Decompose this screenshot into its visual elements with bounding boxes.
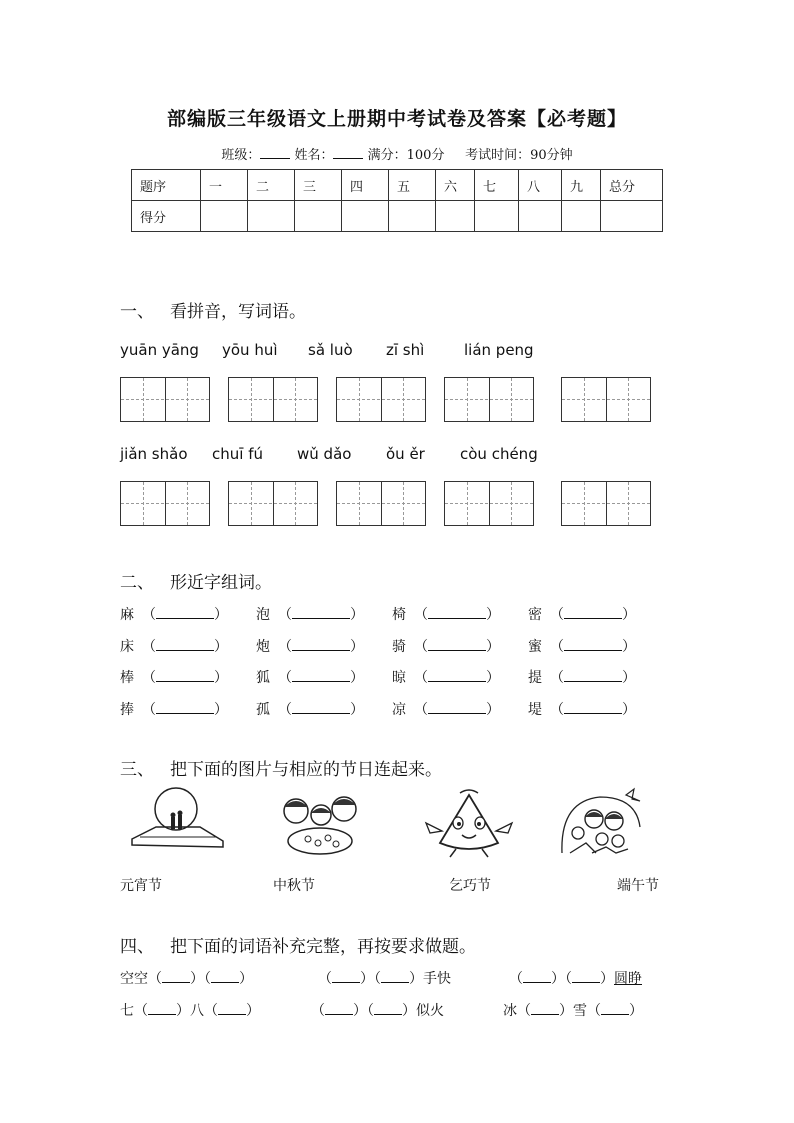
pinyin: yōu huì (222, 341, 278, 359)
word-item (120, 667, 228, 687)
moon-viewing-icon[interactable] (128, 787, 226, 855)
close-paren: ） (486, 639, 500, 655)
open-paren: （ (278, 639, 292, 655)
open-paren: （ (278, 607, 292, 623)
character: 晾 (392, 670, 406, 686)
open-paren: （ (550, 670, 564, 686)
festival-label[interactable]: 乞巧节 (449, 878, 491, 894)
name-blank[interactable] (333, 146, 363, 159)
close-paren: ） (486, 607, 500, 623)
close-paren: ） (350, 607, 364, 623)
pinyin: còu chéng (460, 445, 538, 463)
answer-blank[interactable] (292, 607, 350, 619)
writing-box[interactable] (561, 481, 651, 526)
idiom-text: 雪 (573, 1003, 587, 1019)
answer-blank[interactable] (156, 607, 214, 619)
word-item (120, 604, 228, 624)
word-item (120, 699, 228, 719)
writing-box[interactable] (444, 481, 534, 526)
answer-blank[interactable] (156, 670, 214, 682)
close-paren: ） (350, 702, 364, 718)
festival-label[interactable]: 端午节 (617, 878, 659, 894)
score-cell[interactable] (342, 201, 389, 232)
word-item (528, 636, 636, 656)
family-gathering-icon[interactable] (556, 787, 646, 859)
open-paren: （ (142, 702, 156, 718)
character: 捧 (120, 702, 134, 718)
idiom-item: 冰（ ）雪（ ） (503, 1003, 643, 1019)
zongzi-icon[interactable] (420, 787, 518, 859)
character: 狐 (256, 670, 270, 686)
close-paren: ） (214, 607, 228, 623)
table-cell: 总分 (601, 170, 663, 201)
score-cell[interactable] (389, 201, 436, 232)
table-cell: 八 (519, 170, 562, 201)
exam-info (0, 144, 794, 163)
close-paren: ） (622, 639, 636, 655)
open-paren: （ (414, 670, 428, 686)
table-cell: 三 (295, 170, 342, 201)
table-cell: 七 (475, 170, 519, 201)
section-number: 一、 (120, 302, 154, 322)
score-cell[interactable] (248, 201, 295, 232)
close-paren: ） (486, 702, 500, 718)
score-row (132, 201, 663, 232)
close-paren: ） (350, 639, 364, 655)
word-item (120, 636, 228, 656)
idiom-blank[interactable] (523, 971, 551, 983)
table-cell: 五 (389, 170, 436, 201)
open-paren: （ (142, 607, 156, 623)
open-paren: （ (142, 639, 156, 655)
idiom-text: 圆睁 (614, 971, 642, 987)
pinyin: sǎ luò (308, 341, 353, 359)
idiom-text: 空空 (120, 971, 148, 987)
word-item (256, 636, 364, 656)
answer-blank[interactable] (564, 607, 622, 619)
answer-blank[interactable] (156, 639, 214, 651)
full-score: 满分：100分 (367, 148, 445, 163)
idiom-text: 七 (120, 1003, 134, 1019)
section-title: 形近字组词。 (170, 573, 272, 593)
festival-label[interactable]: 中秋节 (273, 878, 315, 894)
pinyin: chuī fú (212, 445, 263, 463)
open-paren: （ (550, 702, 564, 718)
word-item (256, 604, 364, 624)
answer-blank[interactable] (428, 670, 486, 682)
character: 密 (528, 607, 542, 623)
idiom-blank[interactable] (601, 1003, 629, 1015)
word-item (392, 636, 500, 656)
word-item (392, 667, 500, 687)
section-title: 把下面的图片与相应的节日连起来。 (170, 760, 442, 780)
section-title: 看拼音，写词语。 (170, 302, 306, 322)
idiom-item: （ ）（ ）手快 (318, 971, 451, 987)
close-paren: ） (622, 607, 636, 623)
close-paren: ） (214, 702, 228, 718)
character: 凉 (392, 702, 406, 718)
open-paren: （ (550, 639, 564, 655)
section2-heading (120, 568, 272, 593)
table-cell: 九 (562, 170, 601, 201)
idiom-text: 冰 (503, 1003, 517, 1019)
score-cell[interactable] (436, 201, 475, 232)
table-cell: 六 (436, 170, 475, 201)
open-paren: （ (414, 607, 428, 623)
character: 提 (528, 670, 542, 686)
answer-blank[interactable] (564, 670, 622, 682)
answer-blank[interactable] (292, 639, 350, 651)
pinyin: wǔ dǎo (297, 445, 352, 463)
pinyin-row-2 (120, 445, 680, 465)
idiom-item: 七（ ）八（ ） (120, 1003, 260, 1019)
score-cell[interactable] (201, 201, 248, 232)
idiom-item: （ ）（ ）圆睁 (509, 971, 642, 987)
idiom-blank[interactable] (572, 971, 600, 983)
close-paren: ） (350, 670, 364, 686)
close-paren: ） (622, 670, 636, 686)
idiom-blank[interactable] (531, 1003, 559, 1015)
close-paren: ） (214, 639, 228, 655)
pinyin: zī shì (386, 341, 425, 359)
exam-time: 考试时间：90分钟 (465, 148, 573, 163)
idiom-blank[interactable] (162, 971, 190, 983)
answer-blank[interactable] (292, 670, 350, 682)
idiom-blank[interactable] (218, 1003, 246, 1015)
table-cell: 一 (201, 170, 248, 201)
idiom-blank[interactable] (374, 1003, 402, 1015)
answer-blank[interactable] (428, 607, 486, 619)
idiom-text: 似火 (416, 1003, 444, 1019)
pinyin: jiǎn shǎo (120, 445, 188, 463)
word-item (528, 604, 636, 624)
class-label: 班级： (221, 148, 261, 163)
idiom-blank[interactable] (381, 971, 409, 983)
answer-blank[interactable] (564, 639, 622, 651)
family-dinner-icon[interactable] (276, 793, 364, 861)
pinyin: ǒu ěr (386, 445, 425, 463)
table-cell: 二 (248, 170, 295, 201)
pinyin-row-1 (120, 341, 680, 361)
character: 棒 (120, 670, 134, 686)
writing-box[interactable] (336, 377, 426, 422)
table-cell: 题序 (132, 170, 201, 201)
writing-box[interactable] (228, 481, 318, 526)
close-paren: ） (486, 670, 500, 686)
character: 骑 (392, 639, 406, 655)
open-paren: （ (414, 639, 428, 655)
section-title: 把下面的词语补充完整，再按要求做题。 (170, 937, 476, 957)
score-header-row (132, 170, 663, 201)
section-number: 四、 (120, 937, 154, 957)
table-cell: 得分 (132, 201, 201, 232)
section4-heading (120, 932, 476, 957)
idiom-item: （ ）（ ）似火 (311, 1003, 444, 1019)
score-cell[interactable] (601, 201, 663, 232)
close-paren: ） (622, 702, 636, 718)
writing-box[interactable] (444, 377, 534, 422)
score-cell[interactable] (562, 201, 601, 232)
character: 堤 (528, 702, 542, 718)
score-table (131, 169, 663, 232)
open-paren: （ (278, 670, 292, 686)
section-number: 二、 (120, 573, 154, 593)
character: 孤 (256, 702, 270, 718)
answer-blank[interactable] (428, 702, 486, 714)
word-item (392, 604, 500, 624)
answer-blank[interactable] (564, 702, 622, 714)
writing-box[interactable] (228, 377, 318, 422)
idiom-blank[interactable] (332, 971, 360, 983)
character: 泡 (256, 607, 270, 623)
open-paren: （ (142, 670, 156, 686)
answer-blank[interactable] (292, 702, 350, 714)
section1-heading (120, 297, 306, 322)
idiom-blank[interactable] (211, 971, 239, 983)
idiom-blank[interactable] (325, 1003, 353, 1015)
section-number: 三、 (120, 760, 154, 780)
writing-box[interactable] (120, 481, 210, 526)
writing-box[interactable] (120, 377, 210, 422)
open-paren: （ (414, 702, 428, 718)
class-blank[interactable] (260, 146, 290, 159)
writing-box[interactable] (336, 481, 426, 526)
idiom-text: 八 (190, 1003, 204, 1019)
word-item (528, 667, 636, 687)
word-item (528, 699, 636, 719)
table-cell: 四 (342, 170, 389, 201)
idiom-blank[interactable] (148, 1003, 176, 1015)
close-paren: ） (214, 670, 228, 686)
character: 蜜 (528, 639, 542, 655)
page-title: 部编版三年级语文上册期中考试卷及答案【必考题】 (166, 108, 627, 130)
pinyin: lián peng (464, 341, 534, 359)
section3-heading (120, 755, 442, 780)
character: 床 (120, 639, 134, 655)
open-paren: （ (550, 607, 564, 623)
pinyin: yuān yāng (120, 341, 199, 359)
word-item (256, 699, 364, 719)
character: 麻 (120, 607, 134, 623)
idiom-text: 手快 (423, 971, 451, 987)
answer-blank[interactable] (156, 702, 214, 714)
word-item (392, 699, 500, 719)
character: 椅 (392, 607, 406, 623)
score-cell[interactable] (475, 201, 519, 232)
open-paren: （ (278, 702, 292, 718)
character: 炮 (256, 639, 270, 655)
score-cell[interactable] (295, 201, 342, 232)
writing-box[interactable] (561, 377, 651, 422)
answer-blank[interactable] (428, 639, 486, 651)
idiom-item: 空空（ ）（ ） (120, 971, 253, 987)
score-cell[interactable] (519, 201, 562, 232)
name-label: 姓名： (294, 148, 334, 163)
word-item (256, 667, 364, 687)
festival-label[interactable]: 元宵节 (120, 878, 162, 894)
